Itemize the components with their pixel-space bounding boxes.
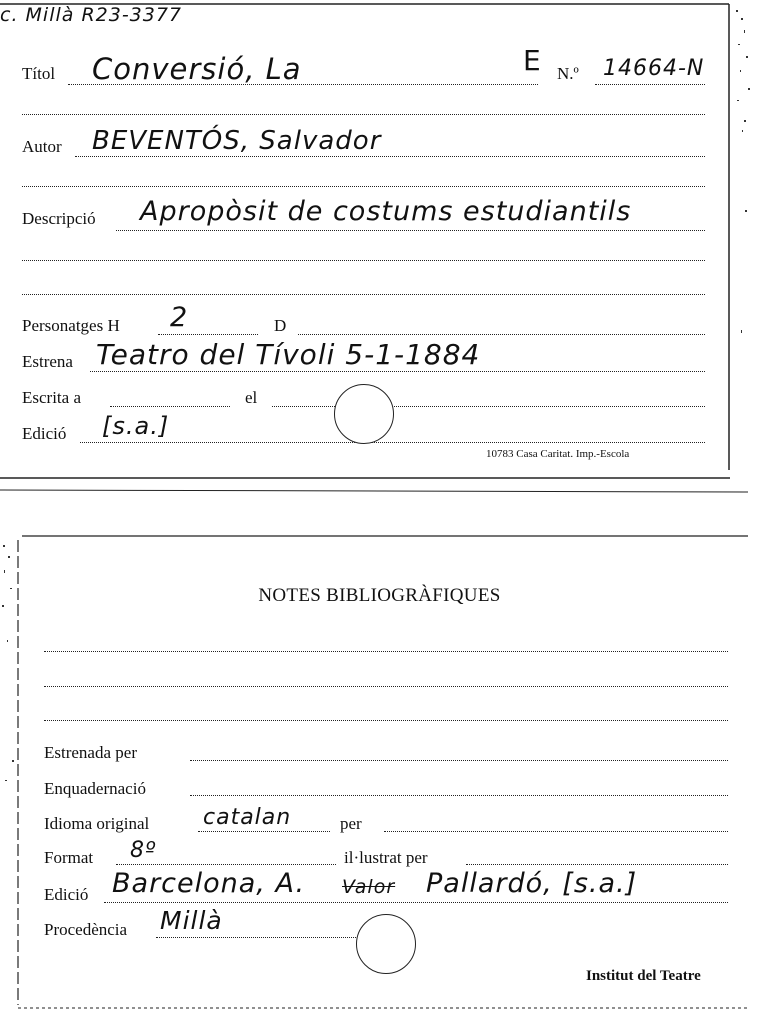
edicio-label: Edició [22,424,67,443]
punch-hole-2 [356,914,416,974]
edicio-value-b: Pallardó, [s.a.] [426,868,638,899]
estrena-line [90,371,705,372]
printer-imprint: 10783 Casa Caritat. Imp.-Escola [486,448,630,460]
illustrat-line [466,864,728,865]
autor-value: BEVENTÓS, Salvador [92,126,382,156]
escrita-line [110,406,230,407]
num-label: N.º [557,64,579,83]
titol-value: Conversió, La [92,52,302,86]
personatges-d-label: D [274,316,287,335]
procedencia-label: Procedència [44,920,128,939]
num-value: 14664-N [603,56,705,81]
enquadernacio-label: Enquadernació [44,779,146,798]
edicio-value: [s.a.] [102,412,170,440]
escrita-label: Escrita a [22,388,81,407]
edicio-line-2 [104,902,728,903]
format-label: Format [44,848,94,867]
per-label: per [340,814,362,833]
notes-line-2 [44,686,728,687]
titol-label: Títol [22,64,56,83]
edicio-line [80,442,705,443]
personatges-label: Personatges H [22,316,120,335]
descripcio-label: Descripció [22,209,96,228]
procedencia-line [156,937,356,938]
estrena-label: Estrena [22,352,73,371]
autor-extra-line [22,186,705,187]
el-label: el [245,388,258,407]
descripcio-value: Apropòsit de costums estudiantils [140,196,632,227]
personatges-d-line [298,334,705,335]
autor-line [75,156,705,157]
notes-line-1 [44,651,728,652]
edicio-label-2: Edició [44,885,89,904]
reference-note: c. Millà R23-3377 [0,4,183,26]
illustrat-label: il·lustrat per [344,848,428,867]
descripcio-line [116,230,705,231]
e-mark: E [523,44,542,77]
per-line [384,831,728,832]
titol-extra-line [22,114,705,115]
descripcio-extra-line-2 [22,294,705,295]
edicio-value-a: Barcelona, A. [112,868,306,899]
notes-line-3 [44,720,728,721]
estrena-value: Teatro del Tívoli 5-1-1884 [96,338,481,371]
estrenada-label: Estrenada per [44,743,137,762]
format-value: 8º [130,838,157,863]
personatges-h-value: 2 [170,302,189,333]
personatges-h-line [158,334,258,335]
punch-hole [334,384,394,444]
institution-label: Institut del Teatre [586,968,701,984]
enquadernacio-line [190,795,728,796]
autor-label: Autor [22,137,62,156]
num-line [595,84,705,85]
idioma-label: Idioma original [44,814,150,833]
descripcio-extra-line-1 [22,260,705,261]
idioma-line [198,831,330,832]
estrenada-line [190,760,728,761]
notes-heading: NOTES BIBLIOGRÀFIQUES [258,585,501,606]
idioma-value: catalan [203,805,292,830]
format-line [116,864,336,865]
edicio-struck-text: Valor [342,876,396,898]
procedencia-value: Millà [160,906,223,935]
